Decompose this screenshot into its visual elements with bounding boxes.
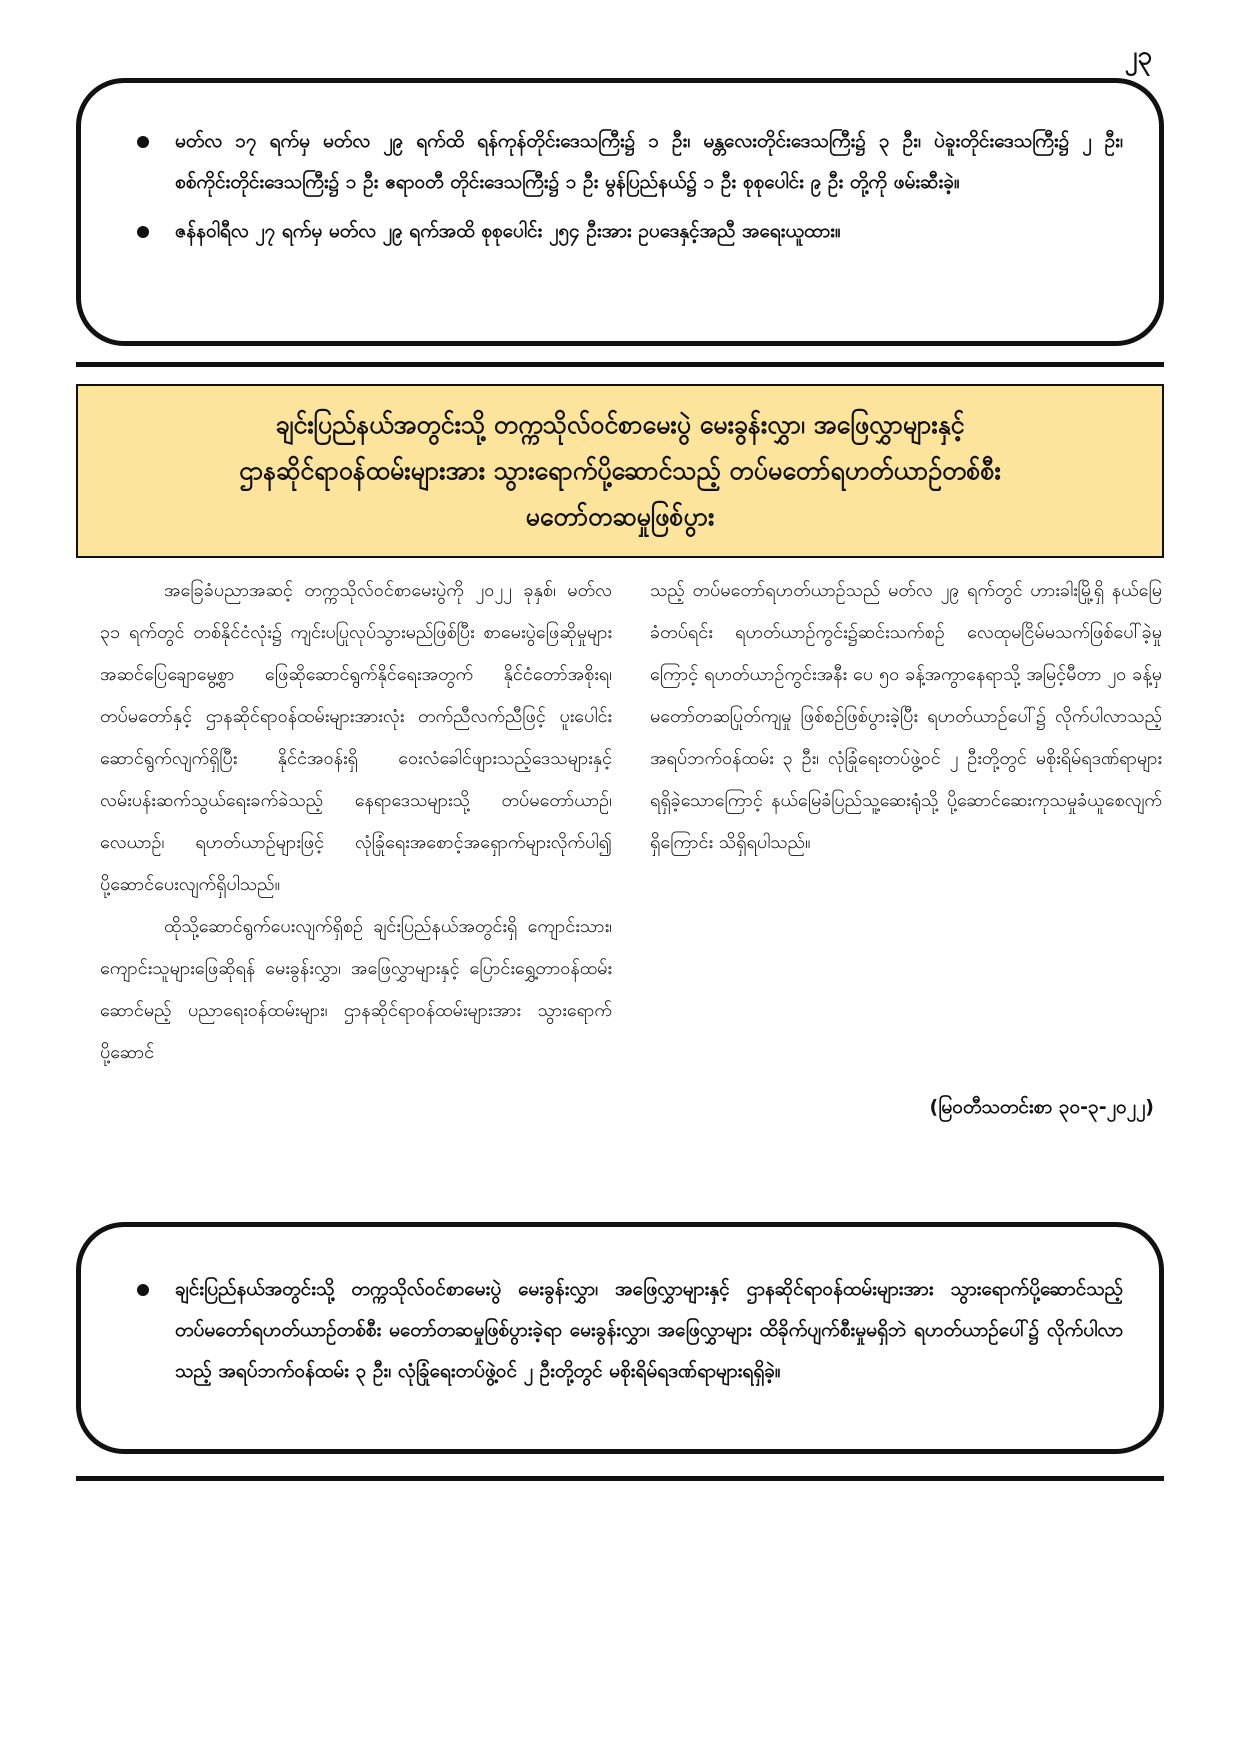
bullet-icon [137,1284,149,1296]
article-column-left [100,570,612,1074]
page-number: ၂၃ [1124,41,1152,71]
article-column-right [650,570,1162,864]
summary-bullet [131,121,1123,203]
summary-bullet [131,211,1123,252]
summary-box-top [76,78,1164,346]
divider-rule [76,362,1164,367]
bullet-icon [137,226,149,238]
bullet-icon [137,136,149,148]
headline-line: မတော်တဆမှုဖြစ်ပွား [525,502,715,531]
summary-bullet [131,1269,1123,1392]
article-paragraph: ထိုသို့ဆောင်ရွက်ပေးလျက်ရှိစဉ် ချင်းပြည်နယ်အတွင်းရှိ ကျောင်းသား၊ ကျောင်းသူများဖြေဆိုရန် မေးခွန်းလွှာ၊ အဖြေလွှာများနှင့် ပြောင်းရွှေ့တာဝန်ထမ်းဆောင်မည့် ပညာရေးဝန်ထမ်းများ၊ ဌာနဆိုင်ရာဝန်ထမ်းများအား သွားရောက်ပို့ဆောင် [100,916,612,1063]
article-paragraph: အခြေခံပညာအဆင့် တက္ကသိုလ်ဝင်စာမေးပွဲကို ၂၀၂၂ ခုနှစ်၊ မတ်လ ၃၁ ရက်တွင် တစ်နိုင်ငံလုံး၌ ကျင်းပပြုလုပ်သွားမည်ဖြစ်ပြီး စာမေးပွဲဖြေဆိုမှုများ အဆင်ပြေချောမွေ့စွာ ဖြေဆိုဆောင်ရွက်နိုင်ရေးအတွက် နိုင်ငံတော်အစိုးရ၊ တပ်မတော်နှင့် ဌာနဆိုင်ရာဝန်ထမ်းများအားလုံး တက်ညီလက်ညီဖြင့် ပူးပေါင်းဆောင်ရွက်လျက်ရှိပြီး နိုင်ငံအဝန်းရှိ ဝေးလံခေါင်ဖျားသည့်ဒေသများနှင့် လမ်းပန်းဆက်သွယ်ရေးခက်ခဲသည့် နေရာဒေသများသို့ တပ်မတော်ယာဉ်၊ လေယာဉ်၊ ရဟတ်ယာဉ်များဖြင့် လုံခြုံရေးအစောင့်အရှောက်များလိုက်ပါ၍ ပို့ဆောင်ပေးလျက်ရှိပါသည်။ [100,580,612,895]
summary-list [131,1269,1123,1392]
headline-line: ဌာနဆိုင်ရာဝန်ထမ်းများအား သွားရောက်ပို့ဆောင်သည့် တပ်မတော်ရဟတ်ယာဉ်တစ်စီး [239,456,1001,485]
summary-bullet-text: မတ်လ ၁၇ ရက်မှ မတ်လ ၂၉ ရက်ထိ ရန်ကုန်တိုင်းဒေသကြီး၌ ၁ ဦး၊ မန္တလေးတိုင်းဒေသကြီး၌ ၃ ဦး၊ ပဲခူးတိုင်းဒေသကြီး၌ ၂ ဦး၊ စစ်ကိုင်းတိုင်းဒေသကြီး၌ ၁ ဦး ဧရာဝတီ တိုင်းဒေသကြီး၌ ၁ ဦး မွန်ပြည်နယ်၌ ၁ ဦး စုစုပေါင်း ၉ ဦး တို့ကို ဖမ်းဆီးခဲ့။ [175,130,1123,193]
headline-box [76,384,1164,558]
summary-box-bottom [76,1222,1164,1454]
article-source: (မြဝတီသတင်းစာ ၃၀-၃-၂၀၂၂) [929,1096,1154,1118]
summary-bullet-text: ဇန်နဝါရီလ ၂၇ ရက်မှ မတ်လ ၂၉ ရက်အထိ စုစုပေါင်း ၂၅၄ ဦးအား ဥပဒေနှင့်အညီ အရေးယူထား။ [175,220,841,242]
article-paragraph: သည့် တပ်မတော်ရဟတ်ယာဉ်သည် မတ်လ ၂၉ ရက်တွင် ဟားခါးမြို့ရှိ နယ်မြေခံတပ်ရင်း ရဟတ်ယာဉ်ကွင်း၌ဆင်းသက်စဉ် လေထုမငြိမ်မသက်ဖြစ်ပေါ်ခဲ့မှုကြောင့် ရဟတ်ယာဉ်ကွင်းအနီး ပေ ၅၀ ခန့်အကွာနေရာသို့ အမြင့်မီတာ ၂၀ ခန့်မှ မတော်တဆပြုတ်ကျမှု ဖြစ်စဉ်ဖြစ်ပွားခဲ့ပြီး ရဟတ်ယာဉ်ပေါ်၌ လိုက်ပါလာသည့် အရပ်ဘက်ဝန်ထမ်း ၃ ဦး၊ လုံခြုံရေးတပ်ဖွဲ့ဝင် ၂ ဦးတို့တွင် မစိုးရိမ်ရဒဏ်ရာများရရှိခဲ့သောကြောင့် နယ်မြေခံပြည်သူ့ဆေးရုံသို့ ပို့ဆောင်ဆေးကုသမှုခံယူစေလျက်ရှိကြောင်း သိရှိရပါသည်။ [650,580,1162,853]
headline-line: ချင်းပြည်နယ်အတွင်းသို့ တက္ကသိုလ်ဝင်စာမေးပွဲ မေးခွန်းလွှာ၊ အဖြေလွှာများနှင့် [275,410,965,439]
summary-bullet-text: ချင်းပြည်နယ်အတွင်းသို့ တက္ကသိုလ်ဝင်စာမေးပွဲ မေးခွန်းလွှာ၊ အဖြေလွှာများနှင့် ဌာနဆိုင်ရာဝန်ထမ်းများအား သွားရောက်ပို့ဆောင်သည့် တပ်မတော်ရဟတ်ယာဉ်တစ်စီး မတော်တဆမှုဖြစ်ပွားခဲ့ရာ မေးခွန်းလွှာ၊ အဖြေလွှာများ ထိခိုက်ပျက်စီးမှုမရှိဘဲ ရဟတ်ယာဉ်ပေါ်၌ လိုက်ပါလာသည့် အရပ်ဘက်ဝန်ထမ်း ၃ ဦး၊ လုံခြုံရေးတပ်ဖွဲ့ဝင် ၂ ဦးတို့တွင် မစိုးရိမ်ရဒဏ်ရာများရရှိခဲ့။ [175,1278,1123,1382]
article-headline [239,402,1001,540]
summary-list [131,121,1123,252]
divider-rule [76,1476,1164,1481]
